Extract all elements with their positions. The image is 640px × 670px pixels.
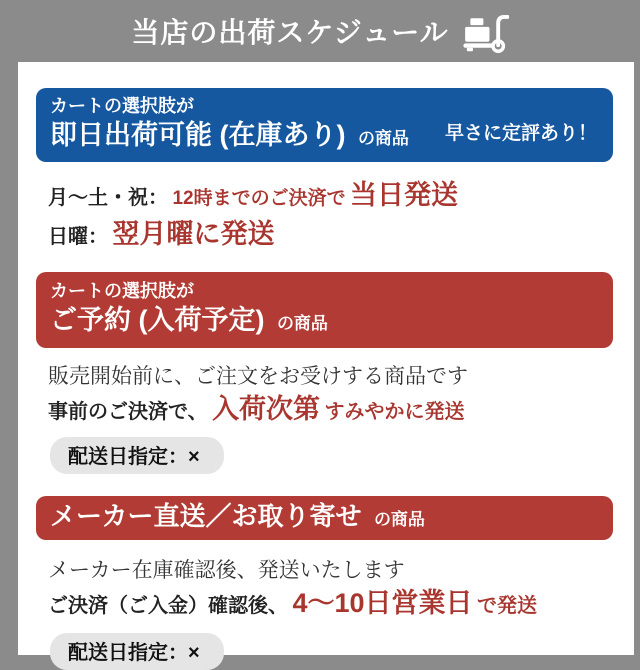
direct-banner-type-suffix: の商品 xyxy=(373,509,425,529)
preorder-banner-text xyxy=(50,279,328,342)
preorder-details xyxy=(48,362,613,474)
instock-details xyxy=(48,178,613,256)
direct-note-row: メーカー在庫確認後、発送いたします xyxy=(48,559,405,582)
instock-banner-type-suffix: の商品 xyxy=(357,128,409,148)
sunday-label: 日曜： xyxy=(48,226,108,248)
preorder-schedule-row xyxy=(48,392,613,431)
sunday-result: 翌月曜に発送 xyxy=(112,219,275,249)
poster-header xyxy=(0,0,640,62)
preorder-result-em: 入荷次第 xyxy=(212,394,321,424)
delivery-date-pill: 配送日指定：× xyxy=(50,633,224,670)
preorder-banner-type xyxy=(50,303,328,342)
weekday-schedule-row xyxy=(48,178,613,217)
direct-condition-label: ご決済（ご入金）確認後、 xyxy=(48,595,288,617)
direct-result-em: 4〜10日営業日 xyxy=(292,588,473,618)
instock-banner-type-em: 即日出荷可能 (在庫あり) xyxy=(50,119,346,150)
direct-schedule-row xyxy=(48,586,613,625)
sunday-schedule-row xyxy=(48,217,613,256)
delivery-date-pill: 配送日指定：× xyxy=(50,437,224,474)
page-title: 当店の出荷スケジュール xyxy=(131,17,449,48)
speed-reputation-badge: 早さに定評あり！ xyxy=(444,122,597,144)
hand-truck-icon xyxy=(463,13,509,53)
instock-banner-text xyxy=(50,94,409,157)
preorder-banner xyxy=(36,272,613,348)
direct-banner-type-em: メーカー直送／お取り寄せ xyxy=(50,500,362,531)
weekday-condition: 12時までのご決済で xyxy=(172,188,346,209)
direct-banner-type xyxy=(50,499,425,538)
direct-details xyxy=(48,556,613,670)
preorder-banner-type-em: ご予約 (入荷予定) xyxy=(50,304,265,335)
content-panel xyxy=(18,62,634,664)
direct-banner xyxy=(36,496,613,540)
instock-banner-type xyxy=(50,118,409,157)
preorder-banner-type-suffix: の商品 xyxy=(276,313,328,333)
preorder-result-tail: すみやかに発送 xyxy=(324,401,465,423)
instock-banner-intro: カートの選択肢が xyxy=(50,95,194,116)
direct-result-tail: で発送 xyxy=(476,595,537,617)
preorder-banner-intro: カートの選択肢が xyxy=(50,280,194,301)
weekday-label: 月〜土・祝： xyxy=(48,187,168,209)
weekday-result: 当日発送 xyxy=(350,180,459,210)
instock-banner xyxy=(36,88,613,162)
preorder-note-row: 販売開始前に、ご注文をお受けする商品です xyxy=(48,365,468,388)
preorder-condition-label: 事前のご決済で、 xyxy=(48,401,208,423)
